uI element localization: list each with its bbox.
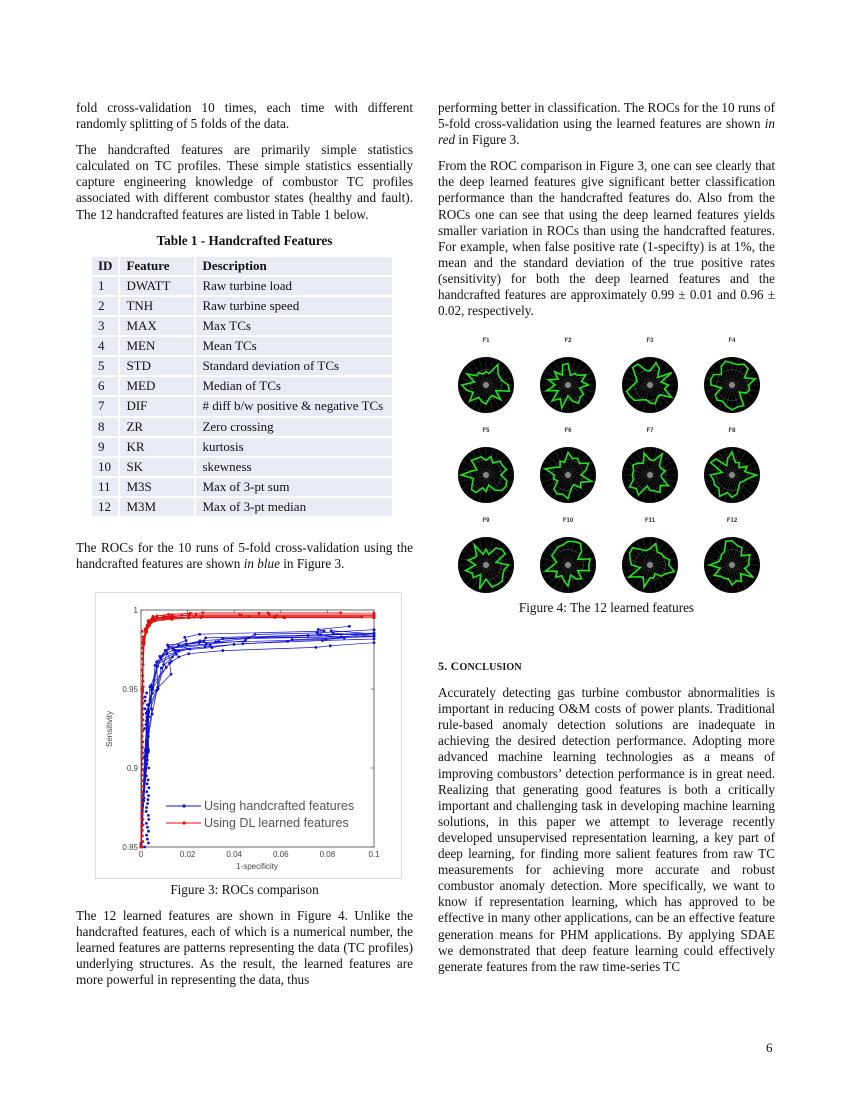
cell-description: Max TCs: [196, 317, 394, 335]
cell-description: Raw turbine load: [196, 277, 394, 295]
header-description: Description: [196, 257, 394, 275]
table-row: [92, 297, 394, 315]
radar-chart-icon: [446, 348, 526, 424]
feature-label: F8: [728, 428, 736, 434]
feature-label: F5: [482, 428, 490, 434]
table-row: [92, 317, 394, 335]
radar-chart-icon: [692, 438, 772, 514]
section-heading: 5. CONCLUSION: [438, 659, 522, 673]
cell-id: 8: [92, 418, 120, 436]
cell-description: Median of TCs: [196, 377, 394, 395]
learned-feature-plot: [446, 338, 526, 428]
cell-description: Standard deviation of TCs: [196, 357, 394, 375]
svg-text:0.95: 0.95: [122, 685, 138, 694]
learned-feature-plot: [528, 338, 608, 428]
radar-chart-icon: [610, 528, 690, 604]
learned-feature-plot: [446, 518, 526, 608]
radar-chart-icon: [610, 438, 690, 514]
feature-label: F1: [482, 338, 490, 344]
cell-description: Zero crossing: [196, 418, 394, 436]
learned-feature-plot: [692, 338, 772, 428]
cell-description: # diff b/w positive & negative TCs: [196, 397, 394, 415]
cell-feature: M3S: [120, 478, 196, 496]
cell-feature: MEN: [120, 337, 196, 355]
cell-id: 7: [92, 397, 120, 415]
left-column-bottom: [76, 908, 413, 998]
figure-3-roc-chart: [95, 592, 402, 879]
table-row: [92, 377, 394, 395]
handcrafted-features-table: [92, 255, 394, 518]
radar-chart-icon: [692, 528, 772, 604]
svg-text:1: 1: [133, 606, 138, 615]
feature-label: F7: [646, 428, 654, 434]
learned-feature-plot: [692, 428, 772, 518]
legend-handcrafted: Using handcrafted features: [204, 799, 355, 813]
table-row: [92, 418, 394, 436]
feature-label: F6: [564, 428, 572, 434]
table-row: [92, 277, 394, 295]
cell-description: skewness: [196, 458, 394, 476]
svg-text:0.9: 0.9: [126, 764, 138, 773]
cell-feature: DIF: [120, 397, 196, 415]
cell-feature: DWATT: [120, 277, 196, 295]
table-header-row: [92, 257, 394, 275]
cell-description: Max of 3-pt median: [196, 498, 394, 516]
radar-chart-icon: [528, 528, 608, 604]
svg-text:0.08: 0.08: [319, 850, 336, 859]
feature-label: F12: [726, 518, 738, 524]
table-row: [92, 498, 394, 516]
svg-text:0: 0: [138, 850, 144, 859]
cell-id: 3: [92, 317, 120, 335]
feature-label: F11: [644, 518, 655, 524]
right-column: [438, 100, 775, 329]
learned-feature-plot: [528, 428, 608, 518]
cell-id: 2: [92, 297, 120, 315]
cell-description: Mean TCs: [196, 337, 394, 355]
feature-label: F3: [646, 338, 654, 344]
learned-feature-plot: [610, 428, 690, 518]
cell-id: 9: [92, 438, 120, 456]
cell-id: 6: [92, 377, 120, 395]
feature-label: F10: [562, 518, 574, 524]
svg-text:0.06: 0.06: [273, 850, 289, 859]
cell-feature: MAX: [120, 317, 196, 335]
header-feature: Feature: [120, 257, 196, 275]
table-caption: Table 1 - Handcrafted Features: [156, 232, 333, 248]
svg-text:0.85: 0.85: [122, 843, 138, 852]
y-axis-label: Sensitivity: [105, 710, 114, 748]
radar-chart-icon: [446, 438, 526, 514]
cell-feature: M3M: [120, 498, 196, 516]
cell-feature: ZR: [120, 418, 196, 436]
table-row: [92, 357, 394, 375]
legend-dl-learned: Using DL learned features: [204, 816, 349, 830]
feature-label: F4: [728, 338, 736, 344]
x-axis-label: 1-specificity: [236, 862, 278, 871]
feature-label: F2: [564, 338, 572, 344]
svg-text:0.1: 0.1: [368, 850, 380, 859]
svg-text:0.04: 0.04: [226, 850, 242, 859]
cell-feature: KR: [120, 438, 196, 456]
cell-description: kurtosis: [196, 438, 394, 456]
cell-feature: STD: [120, 357, 196, 375]
cell-id: 4: [92, 337, 120, 355]
cell-description: Max of 3-pt sum: [196, 478, 394, 496]
paragraph: The 12 learned features are shown in Figure 4. Unlike the handcrafted features, each of which is a numerical number, the learned features are patterns representing the data (TC profiles) underlying structures. As the result, the learned features are more powerful in representing the data, thus: [76, 908, 413, 988]
radar-chart-icon: [610, 348, 690, 424]
header-id: ID: [92, 257, 120, 275]
paragraph: Accurately detecting gas turbine combustor abnormalities is important in reducing O&M costs of power plants. Traditional rule-based anomaly detection solutions are inadequate in achieving the desired detection performance. Adopting more advanced machine learning technologies as a means of improving combustors’ detection performance is in great need. Realizing that generating good features is both a critically important and challenging task in developing machine learning solutions, in this paper we attempt to leverage recently developed unsupervised representation learning, a key part of deep learning, for finding more salient features from raw TC measurements for achieving more accurate and robust combustor anomaly detection. More specifically, we want to know if representation learning, which has approved to be effective in many other applications, can be an effective feature generation means for PHM applications. By applying SDAE we demonstrated that deep feature learning could effectively generate features from the raw time-series TC: [438, 685, 775, 974]
learned-feature-plot: [610, 338, 690, 428]
table-row: [92, 458, 394, 476]
table-row: [92, 438, 394, 456]
learned-feature-plot: [610, 518, 690, 608]
paragraph: From the ROC comparison in Figure 3, one can see clearly that the deep learned features give significant better classification performance than the handcrafted features do. Also from the ROCs one can see that using the deep learned features yields smaller variation in ROCs than using the handcrafted features. For example, when false positive rate (1-specifty) is at 1%, the mean and the standard deviation of the true positive rates (sensitivity) for both the deep learned features and the handcrafted features are approximately 0.99 ± 0.01 and 0.96 ± 0.02, respectively.: [438, 158, 775, 319]
cell-id: 1: [92, 277, 120, 295]
learned-feature-plot: [446, 428, 526, 518]
svg-text:0.02: 0.02: [179, 850, 196, 859]
radar-chart-icon: [446, 528, 526, 604]
radar-chart-icon: [692, 348, 772, 424]
paragraph: fold cross-validation 10 times, each time with different randomly splitting of 5 folds of the data.: [76, 100, 413, 132]
cell-id: 5: [92, 357, 120, 375]
conclusion-section: [438, 658, 775, 985]
table-row: [92, 397, 394, 415]
left-column: [76, 100, 413, 582]
page-number: 6: [766, 1040, 773, 1055]
cell-id: 11: [92, 478, 120, 496]
radar-chart-icon: [528, 438, 608, 514]
cell-feature: SK: [120, 458, 196, 476]
paragraph: performing better in classification. The ROCs for the 10 runs of 5-fold cross-validation using the learned features are shown in red in Figure 3.: [438, 100, 775, 148]
table-row: [92, 337, 394, 355]
cell-description: Raw turbine speed: [196, 297, 394, 315]
table-row: [92, 478, 394, 496]
feature-label: F9: [482, 518, 490, 524]
figure-3-caption: Figure 3: ROCs comparison: [170, 882, 319, 897]
cell-feature: MED: [120, 377, 196, 395]
cell-feature: TNH: [120, 297, 196, 315]
paragraph: The ROCs for the 10 runs of 5-fold cross-validation using the handcrafted features are shown in blue in Figure 3.: [76, 539, 413, 572]
learned-feature-plot: [692, 518, 772, 608]
cell-id: 10: [92, 458, 120, 476]
figure-4-caption: Figure 4: The 12 learned features: [518, 600, 695, 615]
radar-chart-icon: [528, 348, 608, 424]
figure-4-learned-features: [446, 338, 776, 620]
learned-feature-plot: [528, 518, 608, 608]
paragraph: The handcrafted features are primarily simple statistics calculated on TC profiles. These simple statistics essentially capture engineering knowledge of combustor TC profiles associated with different combustor states (healthy and fault). The 12 handcrafted features are listed in Table 1 below.: [76, 142, 413, 222]
cell-id: 12: [92, 498, 120, 516]
roc-chart-svg: [96, 593, 401, 878]
